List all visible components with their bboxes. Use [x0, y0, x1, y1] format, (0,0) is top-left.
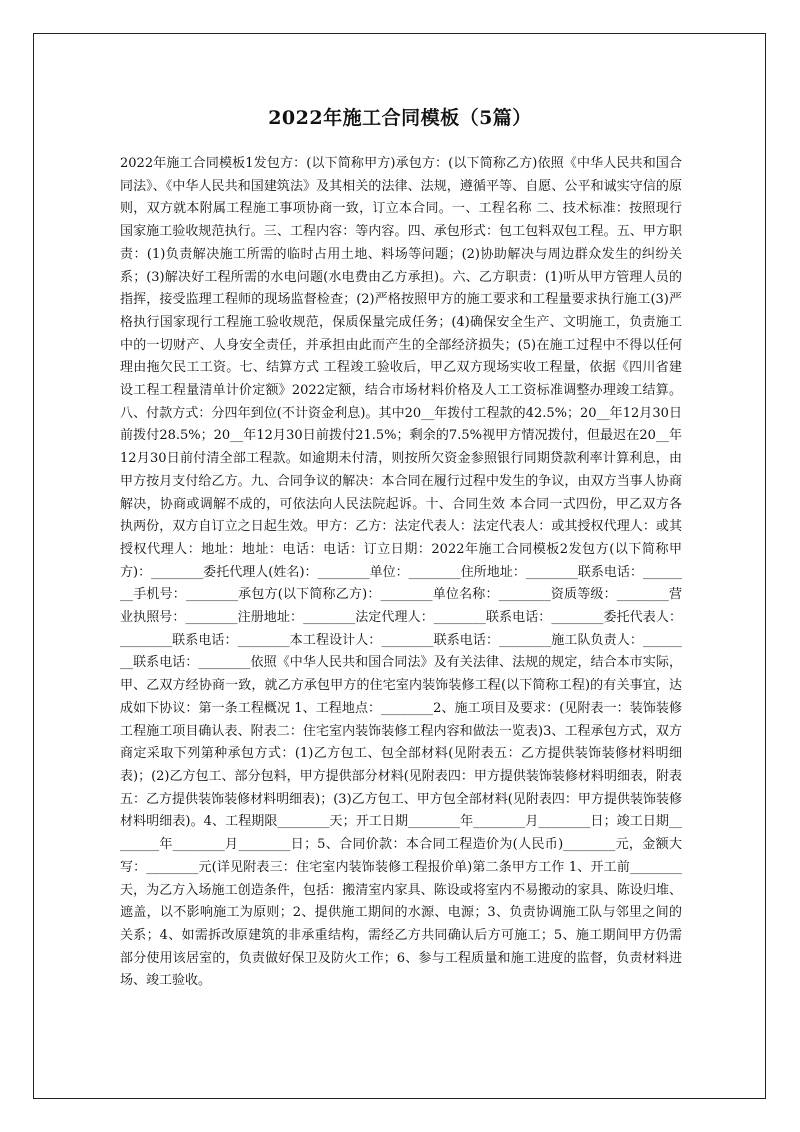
body-paragraph: 2022年施工合同模板1发包方：(以下简称甲方)承包方：(以下简称乙方)依照《中华人民共和国合同法》、《中华人民共和国建筑法》及其相关的法律、法规，遵循平等、自愿、公平和诚实守信的原则，双方就本附属工程施工事项协商一致，订立本合同。一、工程名称 二、技术标准：按照现行国家施工验收规范执行。三、工程内容：等内容。四、承包形式：包工包料双包工程。五、甲方职责：(1)负责解决施工所需的临时占用土地、料场等问题；(2)协助解决与周边群众发生的纠纷关系；(3)解决好工程所需的水电问题(水电费由乙方承担)。六、乙方职责：(1)听从甲方管理人员的指挥，接受监理工程师的现场监督检查；(2)严格按照甲方的施工要求和工程量要求执行施工(3)严格执行国家现行工程施工验收规范，保质保量完成任务；(4)确保安全生产、文明施工，负责施工中的一切财产、人身安全责任，并承担由此而产生的全部经济损失；(5)在施工过程中不得以任何理由拖欠民工工资。七、结算方式 工程竣工验收后，甲乙双方现场实收工程量，依据《四川省建设工程工程量清单计价定额》2022定额，结合市场材料价格及人工工资标准调整办理竣工结算。八、付款方式：分四年到位(不计资金利息)。其中20__年拨付工程款的42.5%；20__年12月30日前拨付28.5%；20__年12月30日前拨付21.5%；剩余的7.5%视甲方情况拨付，但最迟在20__年12月30日前付清全部工程款。如逾期未付清，则按所欠资金参照银行同期贷款利率计算利息，由甲方按月支付给乙方。九、合同争议的解决：本合同在履行过程中发生的争议，由双方当事人协商解决，协商或调解不成的，可依法向人民法院起诉。十、合同生效 本合同一式四份，甲乙双方各执两份，双方自订立之日起生效。甲方：乙方：法定代表人：法定代表人：或其授权代理人：或其授权代理人：地址：地址：电话：电话：订立日期：2022年施工合同模板2发包方(以下简称甲方)：________委托代理人(姓名)：________单位：________住所地址：________联系电话：________手机号：________承包方(以下简称乙方)：________单位名称：________资质等级：________营业执照号：________注册地址：________法定代理人：________联系电话：________委托代表人：________联系电话：________本工程设计人：________联系电话：________施工队负责人：________联系电话：________依照《中华人民共和国合同法》及有关法律、法规的规定，结合本市实际，甲、乙双方经协商一致，就乙方承包甲方的住宅室内装饰装修工程(以下简称工程)的有关事宜，达成如下协议：第一条工程概况 1、工程地点：________2、施工项目及要求：(见附表一：装饰装修工程施工项目确认表、附表二：住宅室内装饰装修工程内容和做法一览表)3、工程承包方式，双方商定采取下列第种承包方式：(1)乙方包工、包全部材料(见附表五：乙方提供装饰装修材料明细表)；(2)乙方包工、部分包料，甲方提供部分材料(见附表四：甲方提供装饰装修材料明细表，附表五：乙方提供装饰装修材料明细表)；(3)乙方包工、甲方包全部材料(见附表四：甲方提供装饰装修材料明细表)。4、工程期限________天；开工日期________年________月________日；竣工日期________年________月________日；5、合同价款：本合同工程造价为(人民币)________元，金额大写：________元(详见附表三：住宅室内装饰装修工程报价单)第二条甲方工作 1、开工前________天，为乙方入场施工创造条件，包括：搬清室内家具、陈设或将室内不易搬动的家具、陈设归堆、遮盖，以不影响施工为原则；2、提供施工期间的水源、电源；3、负责协调施工队与邻里之间的关系；4、如需拆改原建筑的非承重结构，需经乙方共同确认后方可施工；5、施工期间甲方仍需部分使用该居室的，负责做好保卫及防火工作；6、参与工程质量和施工进度的监督，负责材料进场、竣工验收。	[120, 156, 682, 989]
document-body	[120, 153, 682, 993]
document-title: 2022年施工合同模板（5篇）	[268, 107, 532, 129]
